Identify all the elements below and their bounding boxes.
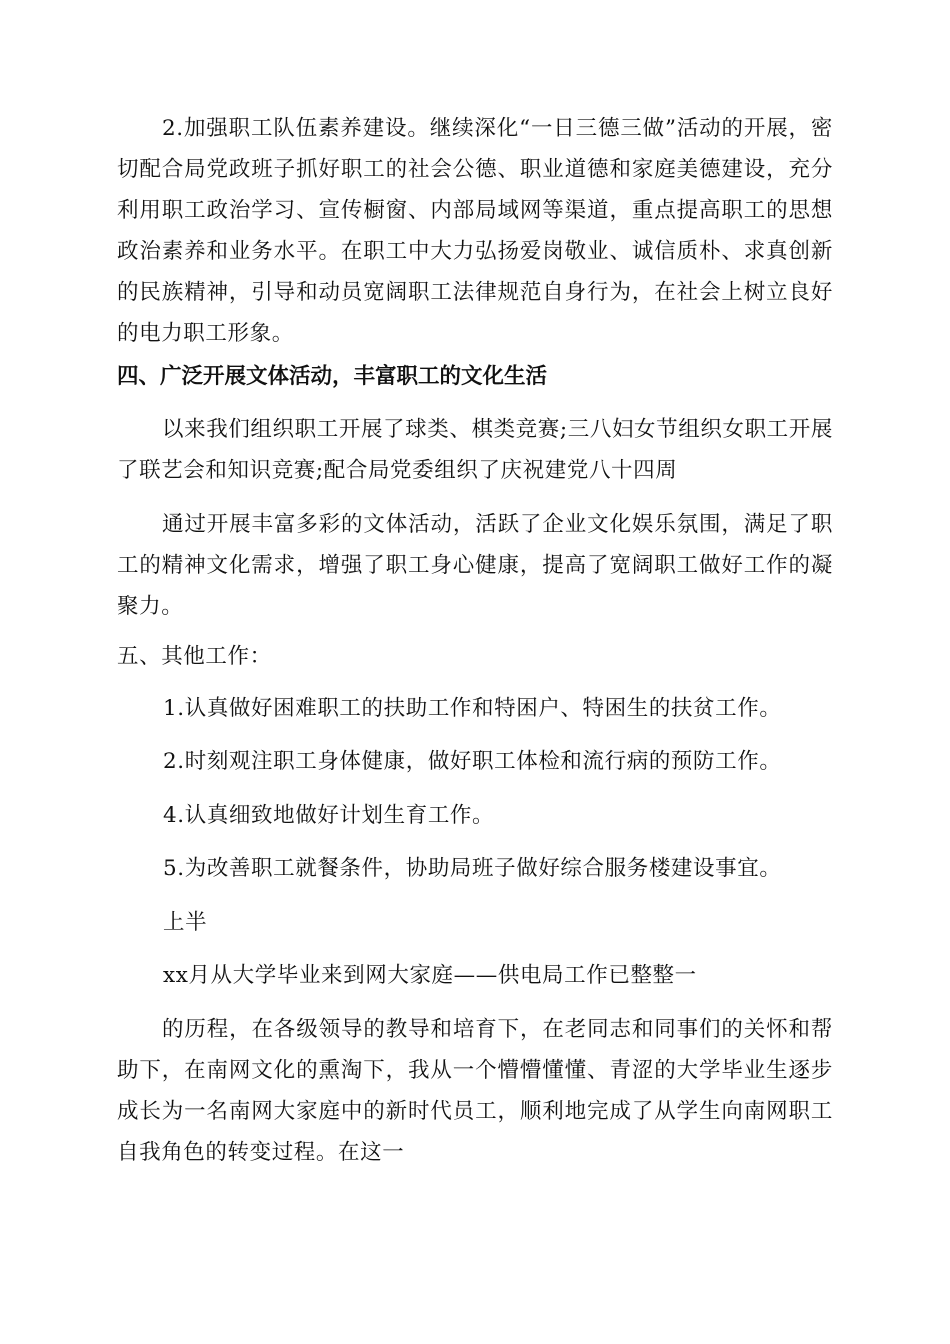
list-item: 2.时刻观注职工身体健康，做好职工体检和流行病的预防工作。: [163, 749, 782, 774]
section-heading-4: 四、广泛开展文体活动，丰富职工的文化生活: [117, 364, 548, 389]
paragraph-culture-results: 通过开展丰富多彩的文体活动，活跃了企业文化娱乐氛围，满足了职工的精神文化需求，增强了职工身心健康，提高了宽阔职工做好工作的凝聚力。: [117, 512, 833, 619]
list-item: 4.认真细致地做好计划生育工作。: [163, 803, 495, 828]
list-item: 1.认真做好困难职工的扶助工作和特困户、特困生的扶贫工作。: [163, 696, 782, 721]
section-heading-5: 五、其他工作：: [117, 644, 272, 669]
list-item: 5.为改善职工就餐条件，协助局班子做好综合服务楼建设事宜。: [163, 856, 782, 881]
paragraph-fragment: xx月从大学毕业来到网大家庭——供电局工作已整整一: [163, 963, 697, 988]
paragraph-fragment: 上半: [163, 910, 208, 935]
paragraph-activities: 以来我们组织职工开展了球类、棋类竞赛;三八妇女节组织女职工开展了联艺会和知识竞赛;配合局党委组织了庆祝建党八十四周: [117, 417, 833, 483]
paragraph-personal-growth: 的历程，在各级领导的教导和培育下，在老同志和同事们的关怀和帮助下，在南网文化的熏淘下，我从一个懵懵懂懂、青涩的大学毕业生逐步成长为一名南网大家庭中的新时代员工，顺利地完成了从学生向南网职工自我角色的转变过程。在这一: [117, 1017, 833, 1165]
paragraph-staff-quality: 2.加强职工队伍素养建设。继续深化“一日三德三做”活动的开展，密切配合局党政班子抓好职工的社会公德、职业道德和家庭美德建设，充分利用职工政治学习、宣传橱窗、内部局域网等渠道，重点提高职工的思想政治素养和业务水平。在职工中大力弘扬爱岗敬业、诚信质朴、求真创新的民族精神，引导和动员宽阔职工法律规范自身行为，在社会上树立良好的电力职工形象。: [117, 116, 833, 346]
